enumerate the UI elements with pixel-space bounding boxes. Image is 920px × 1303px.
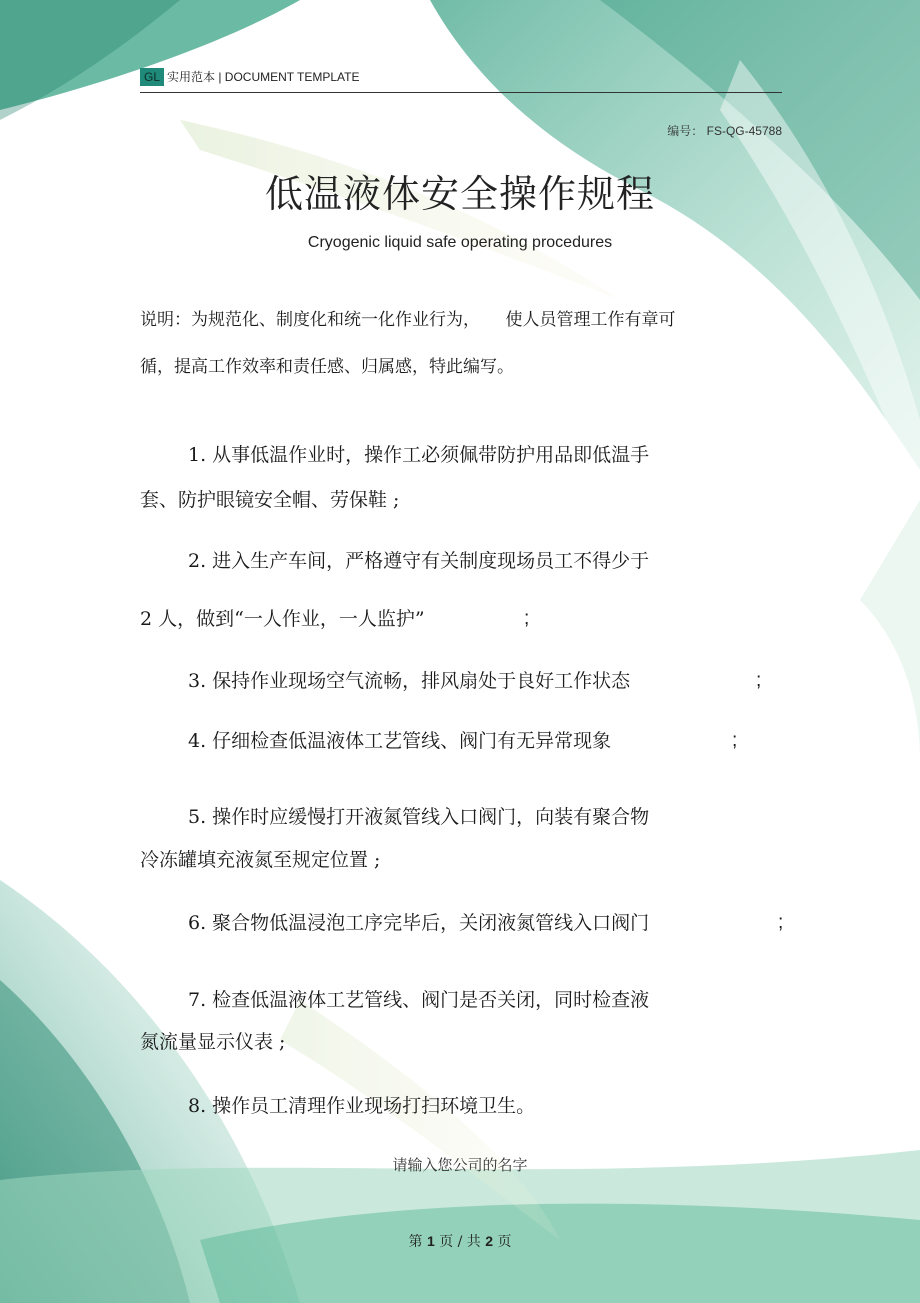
item-1-line-1: 1. 从事低温作业时，操作工必须佩带防护用品即低温手 [188,444,650,466]
page-suffix: 页 [497,1234,512,1250]
header-label: 实用范本 | DOCUMENT TEMPLATE [167,70,360,84]
item-2-line-2: 2 人，做到“一人作业，一人监护” [140,608,425,630]
item-3-line-1: 3. 保持作业现场空气流畅，排风扇处于良好工作状态 [188,670,631,692]
item-5-line-2: 冷冻罐填充液氮至规定位置 ; [140,849,381,871]
intro-line-2: 循，提高工作效率和责任感、归属感，特此编写。 [140,357,514,377]
page-current: 1 [426,1233,435,1249]
item-2-semicolon: ; [524,608,530,629]
item-2-line-1: 2. 进入生产车间，严格遵守有关制度现场员工不得少于 [188,550,650,572]
item-6-semicolon: ; [778,912,784,933]
item-7-line-2: 氮流量显示仪表 ; [140,1031,286,1053]
item-3-semicolon: ; [756,670,762,691]
company-name-placeholder: 请输入您公司的名字 [392,1156,528,1174]
item-1-line-2: 套、防护眼镜安全帽、劳保鞋 ; [140,489,400,511]
item-8-line-1: 8. 操作员工清理作业现场打扫环境卫生。 [188,1095,536,1117]
item-4-semicolon: ; [732,730,738,751]
page-mid: 页 / 共 [439,1234,481,1250]
page-indicator [0,1231,920,1251]
item-5-line-1: 5. 操作时应缓慢打开液氮管线入口阀门，向装有聚合物 [188,806,650,828]
gl-logo-badge: GL [140,68,164,86]
intro-line-1: 说明：为规范化、制度化和统一化作业行为， 使人员管理工作有章可 [140,310,676,330]
item-4-line-1: 4. 仔细检查低温液体工艺管线、阀门有无异常现象 [188,730,612,752]
document-title: 低温液体安全操作规程 [264,172,655,216]
item-7-line-1: 7. 检查低温液体工艺管线、阀门是否关闭，同时检查液 [188,989,650,1011]
document-number: 编号： FS-QG-45788 [667,124,782,138]
item-6-line-1: 6. 聚合物低温浸泡工序完毕后，关闭液氮管线入口阀门 [188,912,650,934]
document-header [140,66,782,93]
page-total: 2 [485,1233,494,1249]
document-subtitle: Cryogenic liquid safe operating procedures [307,234,613,251]
page-prefix: 第 [408,1234,423,1250]
